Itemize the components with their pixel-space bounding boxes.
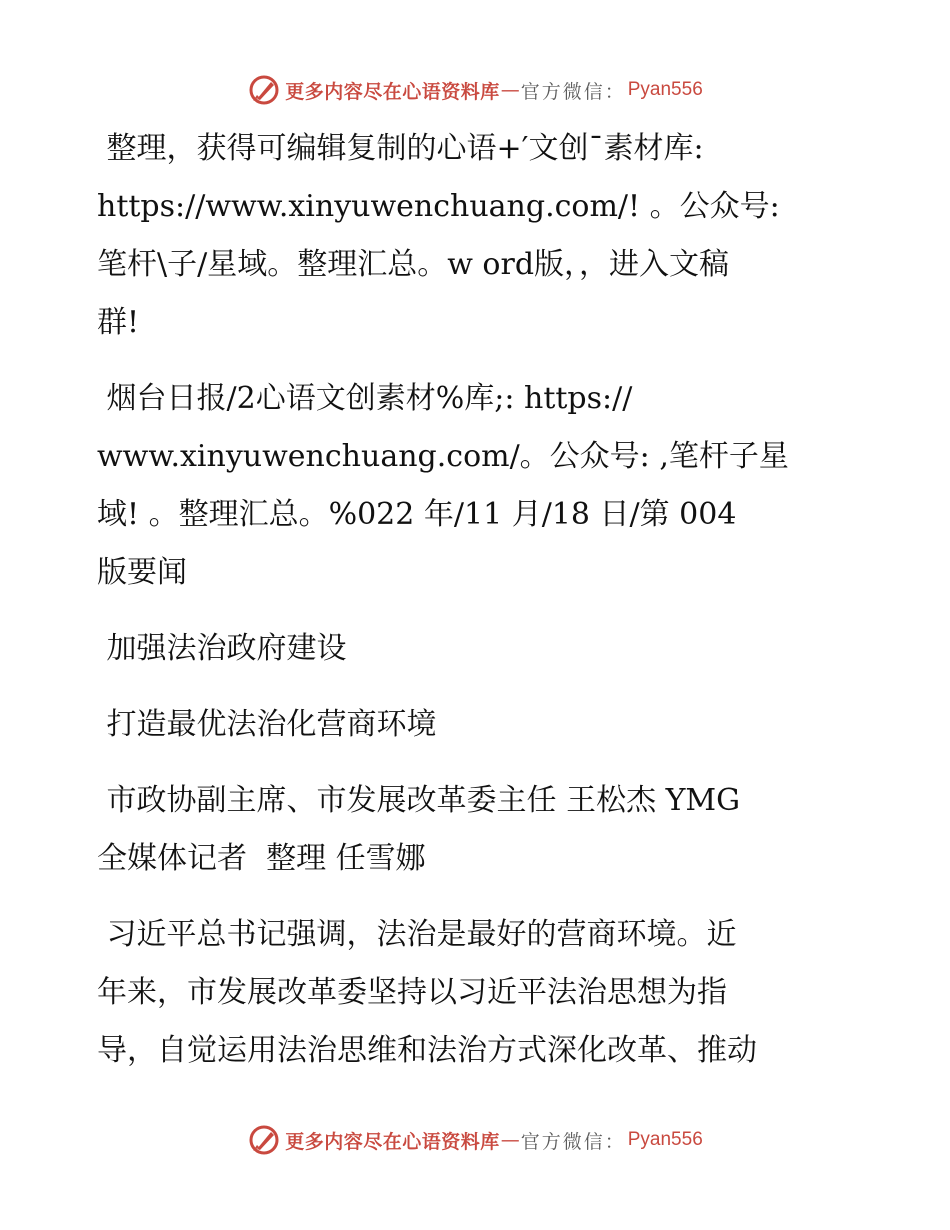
article-byline bbox=[97, 772, 857, 888]
watermark-official-text: 官方微信： bbox=[520, 1130, 626, 1153]
text-line: 习近平总书记强调，法治是最好的营商环境。近 bbox=[97, 917, 737, 952]
article-title bbox=[97, 620, 857, 678]
watermark-banner-bottom bbox=[0, 1120, 950, 1160]
text-line: 打造最优法治化营商环境 bbox=[97, 707, 437, 742]
watermark-official-text: 官方微信： bbox=[520, 80, 626, 103]
text-line: 市政协副主席、市发展改革委主任 王松杰 YMG bbox=[97, 783, 741, 818]
text-line: 加强法治政府建设 bbox=[97, 631, 347, 666]
text-line: 导，自觉运用法治思维和法治方式深化改革、推动 bbox=[97, 1033, 757, 1068]
watermark-main-text: 更多内容尽在心语资料库 bbox=[285, 1130, 500, 1153]
text-line: 笔杆\子/星域。整理汇总。w ord版，，进入文稿 bbox=[97, 247, 730, 282]
text-line: 版要闻 bbox=[97, 555, 187, 590]
text-line: 全媒体记者 整理 任雪娜 bbox=[97, 841, 426, 876]
watermark-wechat-id: Pyan556 bbox=[627, 1129, 703, 1150]
article-subtitle bbox=[97, 696, 857, 754]
text-line: 群! bbox=[97, 305, 140, 340]
paragraph-intro bbox=[97, 120, 857, 352]
quill-logo-icon bbox=[247, 73, 281, 107]
watermark-wechat-id: Pyan556 bbox=[627, 79, 703, 100]
text-line: 年来，市发展改革委坚持以习近平法治思想为指 bbox=[97, 975, 727, 1010]
watermark-banner-top bbox=[0, 70, 950, 110]
text-line: https://www.xinyuwenchuang.com/! 。公众号: bbox=[97, 189, 780, 224]
watermark-dash: — bbox=[500, 79, 520, 101]
article-body-paragraph bbox=[97, 906, 857, 1080]
text-line: 域! 。整理汇总。%022 年/11 月/18 日/第 004 bbox=[97, 497, 737, 532]
text-line: 整理，获得可编辑复制的心语+′文创¯素材库: bbox=[97, 131, 704, 166]
quill-logo-icon bbox=[247, 1123, 281, 1157]
watermark-main-text: 更多内容尽在心语资料库 bbox=[285, 80, 500, 103]
paragraph-source bbox=[97, 370, 857, 602]
text-line: www.xinyuwenchuang.com/。公众号: ,笔杆子星 bbox=[97, 439, 789, 474]
text-line: 烟台日报/2心语文创素材%库;: https:// bbox=[97, 381, 633, 416]
watermark-dash: — bbox=[500, 1129, 520, 1151]
document-body bbox=[97, 120, 857, 1098]
